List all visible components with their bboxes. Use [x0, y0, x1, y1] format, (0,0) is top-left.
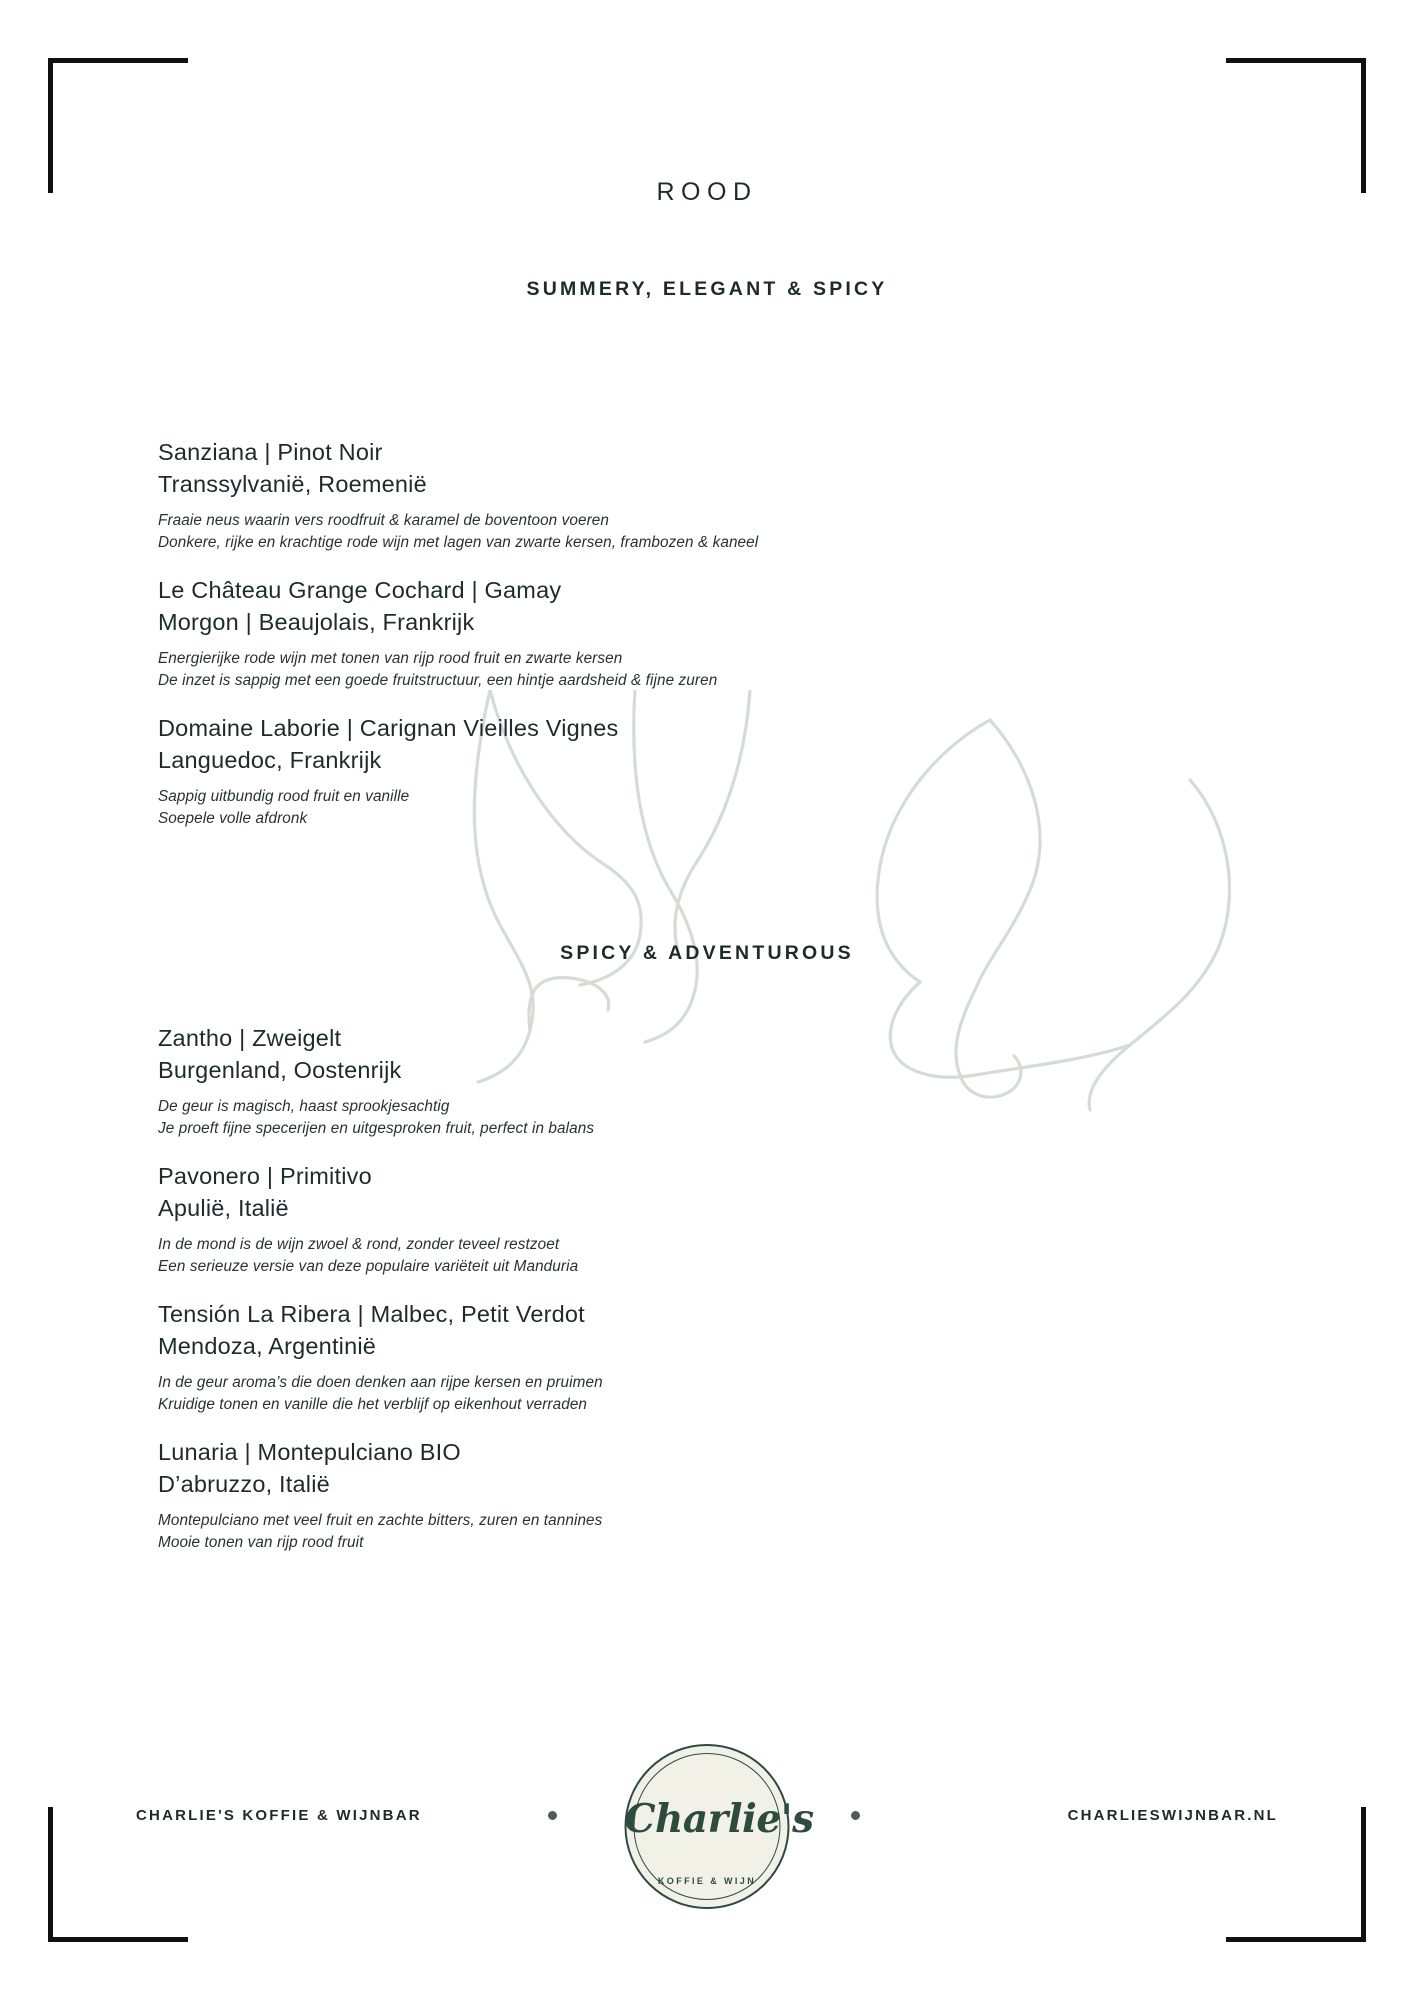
- section-heading-1: SUMMERY, ELEGANT & SPICY: [526, 278, 888, 300]
- wine-note: Fraaie neus waarin vers roodfruit & karamel de boventoon voeren: [158, 511, 609, 529]
- wine-note: In de geur aroma’s die doen denken aan rijpe kersen en pruimen: [158, 1373, 603, 1391]
- wine-note: Mooie tonen van rijp rood fruit: [158, 1533, 364, 1551]
- wine-region: Mendoza, Argentinië: [158, 1332, 377, 1359]
- wine-entry: [158, 575, 1208, 692]
- wine-name: Tensión La Ribera | Malbec, Petit Verdot: [158, 1300, 585, 1327]
- charlies-logo: [624, 1744, 814, 1909]
- wine-note: Soepele volle afdronk: [158, 809, 308, 827]
- wine-notes: [158, 510, 1208, 554]
- wine-region: Transsylvanië, Roemenië: [158, 470, 427, 497]
- wine-region: Morgon | Beaujolais, Frankrijk: [158, 608, 475, 635]
- wine-notes: [158, 786, 1208, 830]
- wine-notes: [158, 1372, 1208, 1416]
- wine-note: Sappig uitbundig rood fruit en vanille: [158, 787, 410, 805]
- logo-wordmark: Charlie's: [624, 1796, 814, 1842]
- footer-dot-left-icon: [548, 1811, 557, 1820]
- section-heading-2: SPICY & ADVENTUROUS: [560, 942, 854, 964]
- wine-entry: [158, 713, 1208, 830]
- wine-notes: [158, 1510, 1208, 1554]
- wine-notes: [158, 648, 1208, 692]
- wine-list-spicy-adventurous: [158, 1023, 1208, 1575]
- wine-name: Domaine Laborie | Carignan Vieilles Vignes: [158, 714, 619, 741]
- wine-note: Je proeft fijne specerijen en uitgesproken fruit, perfect in balans: [158, 1119, 595, 1137]
- wine-entry: [158, 1299, 1208, 1416]
- wine-note: Montepulciano met veel fruit en zachte bitters, zuren en tannines: [158, 1511, 603, 1529]
- wine-note: In de mond is de wijn zwoel & rond, zonder teveel restzoet: [158, 1235, 560, 1253]
- wine-region: Languedoc, Frankrijk: [158, 746, 382, 773]
- wine-region: Apulië, Italië: [158, 1194, 289, 1221]
- wine-entry: [158, 437, 1208, 554]
- wine-note: Energierijke rode wijn met tonen van rijp rood fruit en zwarte kersen: [158, 649, 623, 667]
- wine-name: Pavonero | Primitivo: [158, 1162, 372, 1189]
- wine-notes: [158, 1096, 1208, 1140]
- footer-dot-right-icon: [851, 1811, 860, 1820]
- wine-note: Donkere, rijke en krachtige rode wijn met lagen van zwarte kersen, frambozen & kaneel: [158, 533, 759, 551]
- wine-list-summery-elegant-spicy: [158, 437, 1208, 851]
- wine-name: Le Château Grange Cochard | Gamay: [158, 576, 562, 603]
- wine-entry: [158, 1161, 1208, 1278]
- page-title: ROOD: [656, 178, 758, 206]
- wine-note: Kruidige tonen en vanille die het verblijf op eikenhout verraden: [158, 1395, 588, 1413]
- wine-name: Sanziana | Pinot Noir: [158, 439, 383, 465]
- footer-website: CHARLIESWIJNBAR.NL: [1067, 1807, 1278, 1824]
- wine-notes: [158, 1234, 1208, 1278]
- wine-entry: [158, 1437, 1208, 1554]
- wine-name: Lunaria | Montepulciano BIO: [158, 1438, 461, 1465]
- wine-entry: [158, 1023, 1208, 1140]
- wine-region: D’abruzzo, Italië: [158, 1470, 330, 1497]
- wine-note: De inzet is sappig met een goede fruitstructuur, een hintje aardsheid & fijne zuren: [158, 671, 718, 689]
- wine-note: Een serieuze versie van deze populaire variëteit uit Manduria: [158, 1257, 579, 1275]
- wine-region: Burgenland, Oostenrijk: [158, 1056, 402, 1083]
- wine-name: Zantho | Zweigelt: [158, 1025, 342, 1051]
- wine-note: De geur is magisch, haast sprookjesachtig: [158, 1097, 450, 1115]
- footer-business-name: CHARLIE'S KOFFIE & WIJNBAR: [136, 1807, 422, 1824]
- page-footer: [0, 1752, 1414, 1886]
- logo-tagline: KOFFIE & WIJN: [657, 1876, 757, 1886]
